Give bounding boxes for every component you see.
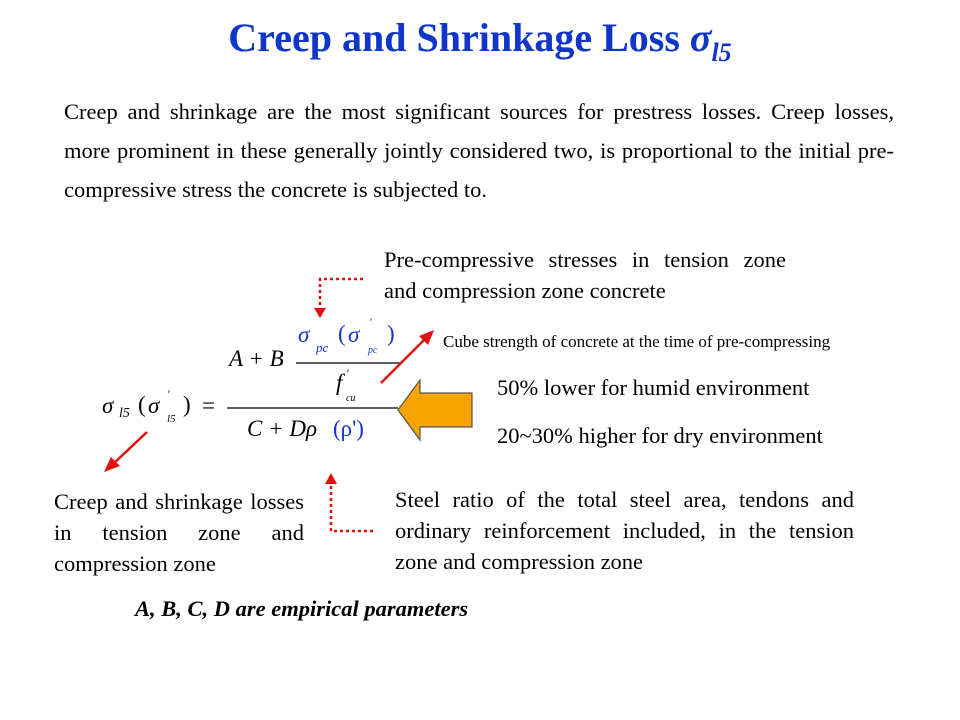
numerator-a-plus-b: A + B xyxy=(229,346,284,371)
f-cu: f xyxy=(336,370,343,395)
lhs-subscript: l5 xyxy=(119,406,130,421)
title-sigma: σ xyxy=(689,15,712,60)
dotted-arrow-precompressive xyxy=(314,279,363,318)
inner-close-paren: ) xyxy=(387,321,395,346)
losses-note: Creep and shrinkage losses in tension zone and compression zone xyxy=(54,489,304,576)
sigma-pc-prime-mark: ' xyxy=(369,315,372,329)
f-cu-subscript: cu xyxy=(346,393,356,404)
sigma-pc-subscript: pc xyxy=(316,340,329,355)
lhs-open-paren: ( xyxy=(138,392,146,417)
humid-note: 50% lower for humid environment xyxy=(497,375,810,400)
lhs-sigma: σ xyxy=(102,393,114,418)
lhs-close-paren: ) xyxy=(183,392,191,417)
title-subscript: l5 xyxy=(711,38,732,67)
sigma-pc-prime: σ xyxy=(348,322,360,347)
equals-sign: = xyxy=(202,393,215,418)
arrow-losses xyxy=(104,432,147,472)
lhs-sigma-prime: σ xyxy=(148,393,160,418)
lhs-subscript-prime: l5 xyxy=(167,413,176,425)
lhs-prime: ' xyxy=(167,387,170,401)
arrow-cube-strength xyxy=(381,330,434,383)
title-text: Creep and Shrinkage Loss xyxy=(228,15,690,60)
inner-open-paren: ( xyxy=(338,321,346,346)
empirical-parameters-note: A, B, C, D are empirical parameters xyxy=(135,596,469,621)
sigma-pc: σ xyxy=(298,322,310,347)
f-cu-prime: ' xyxy=(346,366,349,380)
denominator-c-plus-d-rho: C + Dρ xyxy=(247,416,318,441)
precompressive-note: Pre-compressive stresses in tension zone and compression zone concrete xyxy=(384,247,786,303)
orange-block-arrow xyxy=(398,380,472,440)
dotted-arrow-steel-ratio xyxy=(325,473,373,531)
dry-note: 20~30% higher for dry environment xyxy=(497,423,823,448)
cube-strength-note: Cube strength of concrete at the time of pre-compressing xyxy=(443,332,831,351)
rho-prime: (ρ') xyxy=(333,416,364,441)
intro-paragraph: Creep and shrinkage are the most significant sources for prestress losses. Creep losses, more prominent in these generally jointly considered two, is proportional to the initial pre-compressive stress the concrete is subjected to. xyxy=(64,99,894,202)
sigma-pc-prime-subscript: pc xyxy=(368,345,378,356)
steel-ratio-note: Steel ratio of the total steel area, tendons and ordinary reinforcement included, in the tension zone and compression zone xyxy=(395,487,854,574)
